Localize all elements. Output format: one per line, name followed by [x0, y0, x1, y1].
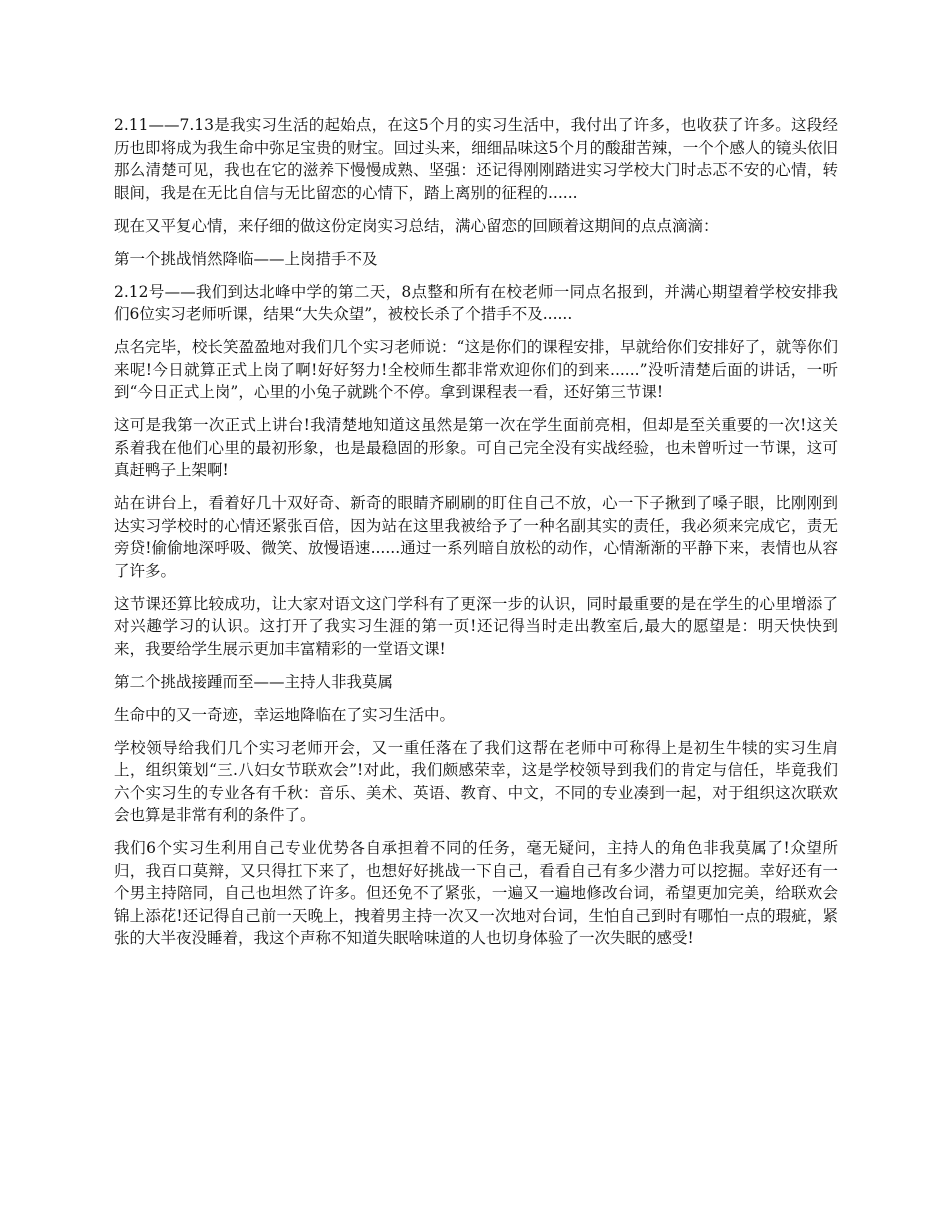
paragraph-on-podium: 站在讲台上，看着好几十双好奇、新奇的眼睛齐刷刷的盯住自己不放，心一下子揪到了嗓子眼，比刚刚到达实习学校时的心情还紧张百倍，因为站在这里我被给予了一种名副其实的责任，我必须来完成它，责无旁贷!偷偷地深呼吸、微笑、放慢语速......通过一系列暗自放松的动作，心情渐渐的平静下来，表情也从容了许多。: [114, 494, 838, 580]
section-heading-second-challenge: 第二个挑战接踵而至——主持人非我莫属: [114, 672, 394, 691]
paragraph-principal-speech: 点名完毕，校长笑盈盈地对我们几个实习老师说：“这是你们的课程安排，早就给你们安排好了，就等你们来呢!今日就算正式上岗了啊!好好努力!全校师生都非常欢迎你们的到来......”没听清楚后面的讲话，一听到“今日正式上岗”，心里的小兔子就跳个不停。拿到课程表一看，还好第三节课!: [114, 338, 838, 401]
paragraph-first-day: 2.12号——我们到达北峰中学的第二天，8点整和所有在校老师一同点名报到，并满心期望着学校安排我们6位实习老师听课，结果“大失众望”，被校长杀了个措手不及......: [114, 282, 838, 323]
paragraph-host-role: 我们6个实习生利用自己专业优势各自承担着不同的任务，毫无疑问，主持人的角色非我莫属了!众望所归，我百口莫辩，又只得扛下来了，也想好好挑战一下自己，看看自己有多少潜力可以挖掘。幸好还有一个男主持陪同，自己也坦然了许多。但还免不了紧张，一遍又一遍地修改台词，希望更加完美，给联欢会锦上添花!还记得自己前一天晚上，拽着男主持一次又一次地对台词，生怕自己到时有哪怕一点的瑕疵，紧张的大半夜没睡着，我这个声称不知道失眠啥味道的人也切身体验了一次失眠的感受!: [114, 839, 838, 947]
paragraph-first-lecture: 这可是我第一次正式上讲台!我清楚地知道这虽然是第一次在学生面前亮相，但却是至关重要的一次!这关系着我在他们心里的最初形象，也是最稳固的形象。可自己完全没有实战经验，也未曾听过一节课，这可真赶鸭子上架啊!: [114, 416, 838, 479]
paragraph-miracle: 生命中的又一奇迹，幸运地降临在了实习生活中。: [114, 705, 456, 724]
paragraph-intro: 2.11——7.13是我实习生活的起始点，在这5个月的实习生活中，我付出了许多，也收获了许多。这段经历也即将成为我生命中弥足宝贵的财宝。回过头来，细细品味这5个月的酸甜苦辣，一个个感人的镜头依旧那么清楚可见，我也在它的滋养下慢慢成熟、坚强：还记得刚刚踏进实习学校大门时忐忑不安的心情，转眼间，我是在无比自信与无比留恋的心情下，踏上离别的征程的......: [114, 116, 838, 202]
document-body: [114, 114, 838, 960]
paragraph-summary-lead: 现在又平复心情，来仔细的做这份定岗实习总结，满心留恋的回顾着这期间的点点滴滴：: [114, 216, 719, 235]
paragraph-lesson-success: 这节课还算比较成功，让大家对语文这门学科有了更深一步的认识，同时最重要的是在学生的心里增添了对兴趣学习的认识。这打开了我实习生涯的第一页!还记得当时走出教室后,最大的愿望是：明天快快到来，我要给学生展示更加丰富精彩的一堂语文课!: [114, 594, 838, 658]
section-heading-first-challenge: 第一个挑战悄然降临——上岗措手不及: [114, 249, 378, 268]
paragraph-party-planning: 学校领导给我们几个实习老师开会，又一重任落在了我们这帮在老师中可称得上是初生牛犊的实习生肩上，组织策划“三.八妇女节联欢会”!对此，我们颇感荣幸，这是学校领导到我们的肯定与信任，毕竟我们六个实习生的专业各有千秋：音乐、美术、英语、教育、中文，不同的专业凑到一起，对于组织这次联欢会也算是非常有利的条件了。: [114, 738, 838, 824]
